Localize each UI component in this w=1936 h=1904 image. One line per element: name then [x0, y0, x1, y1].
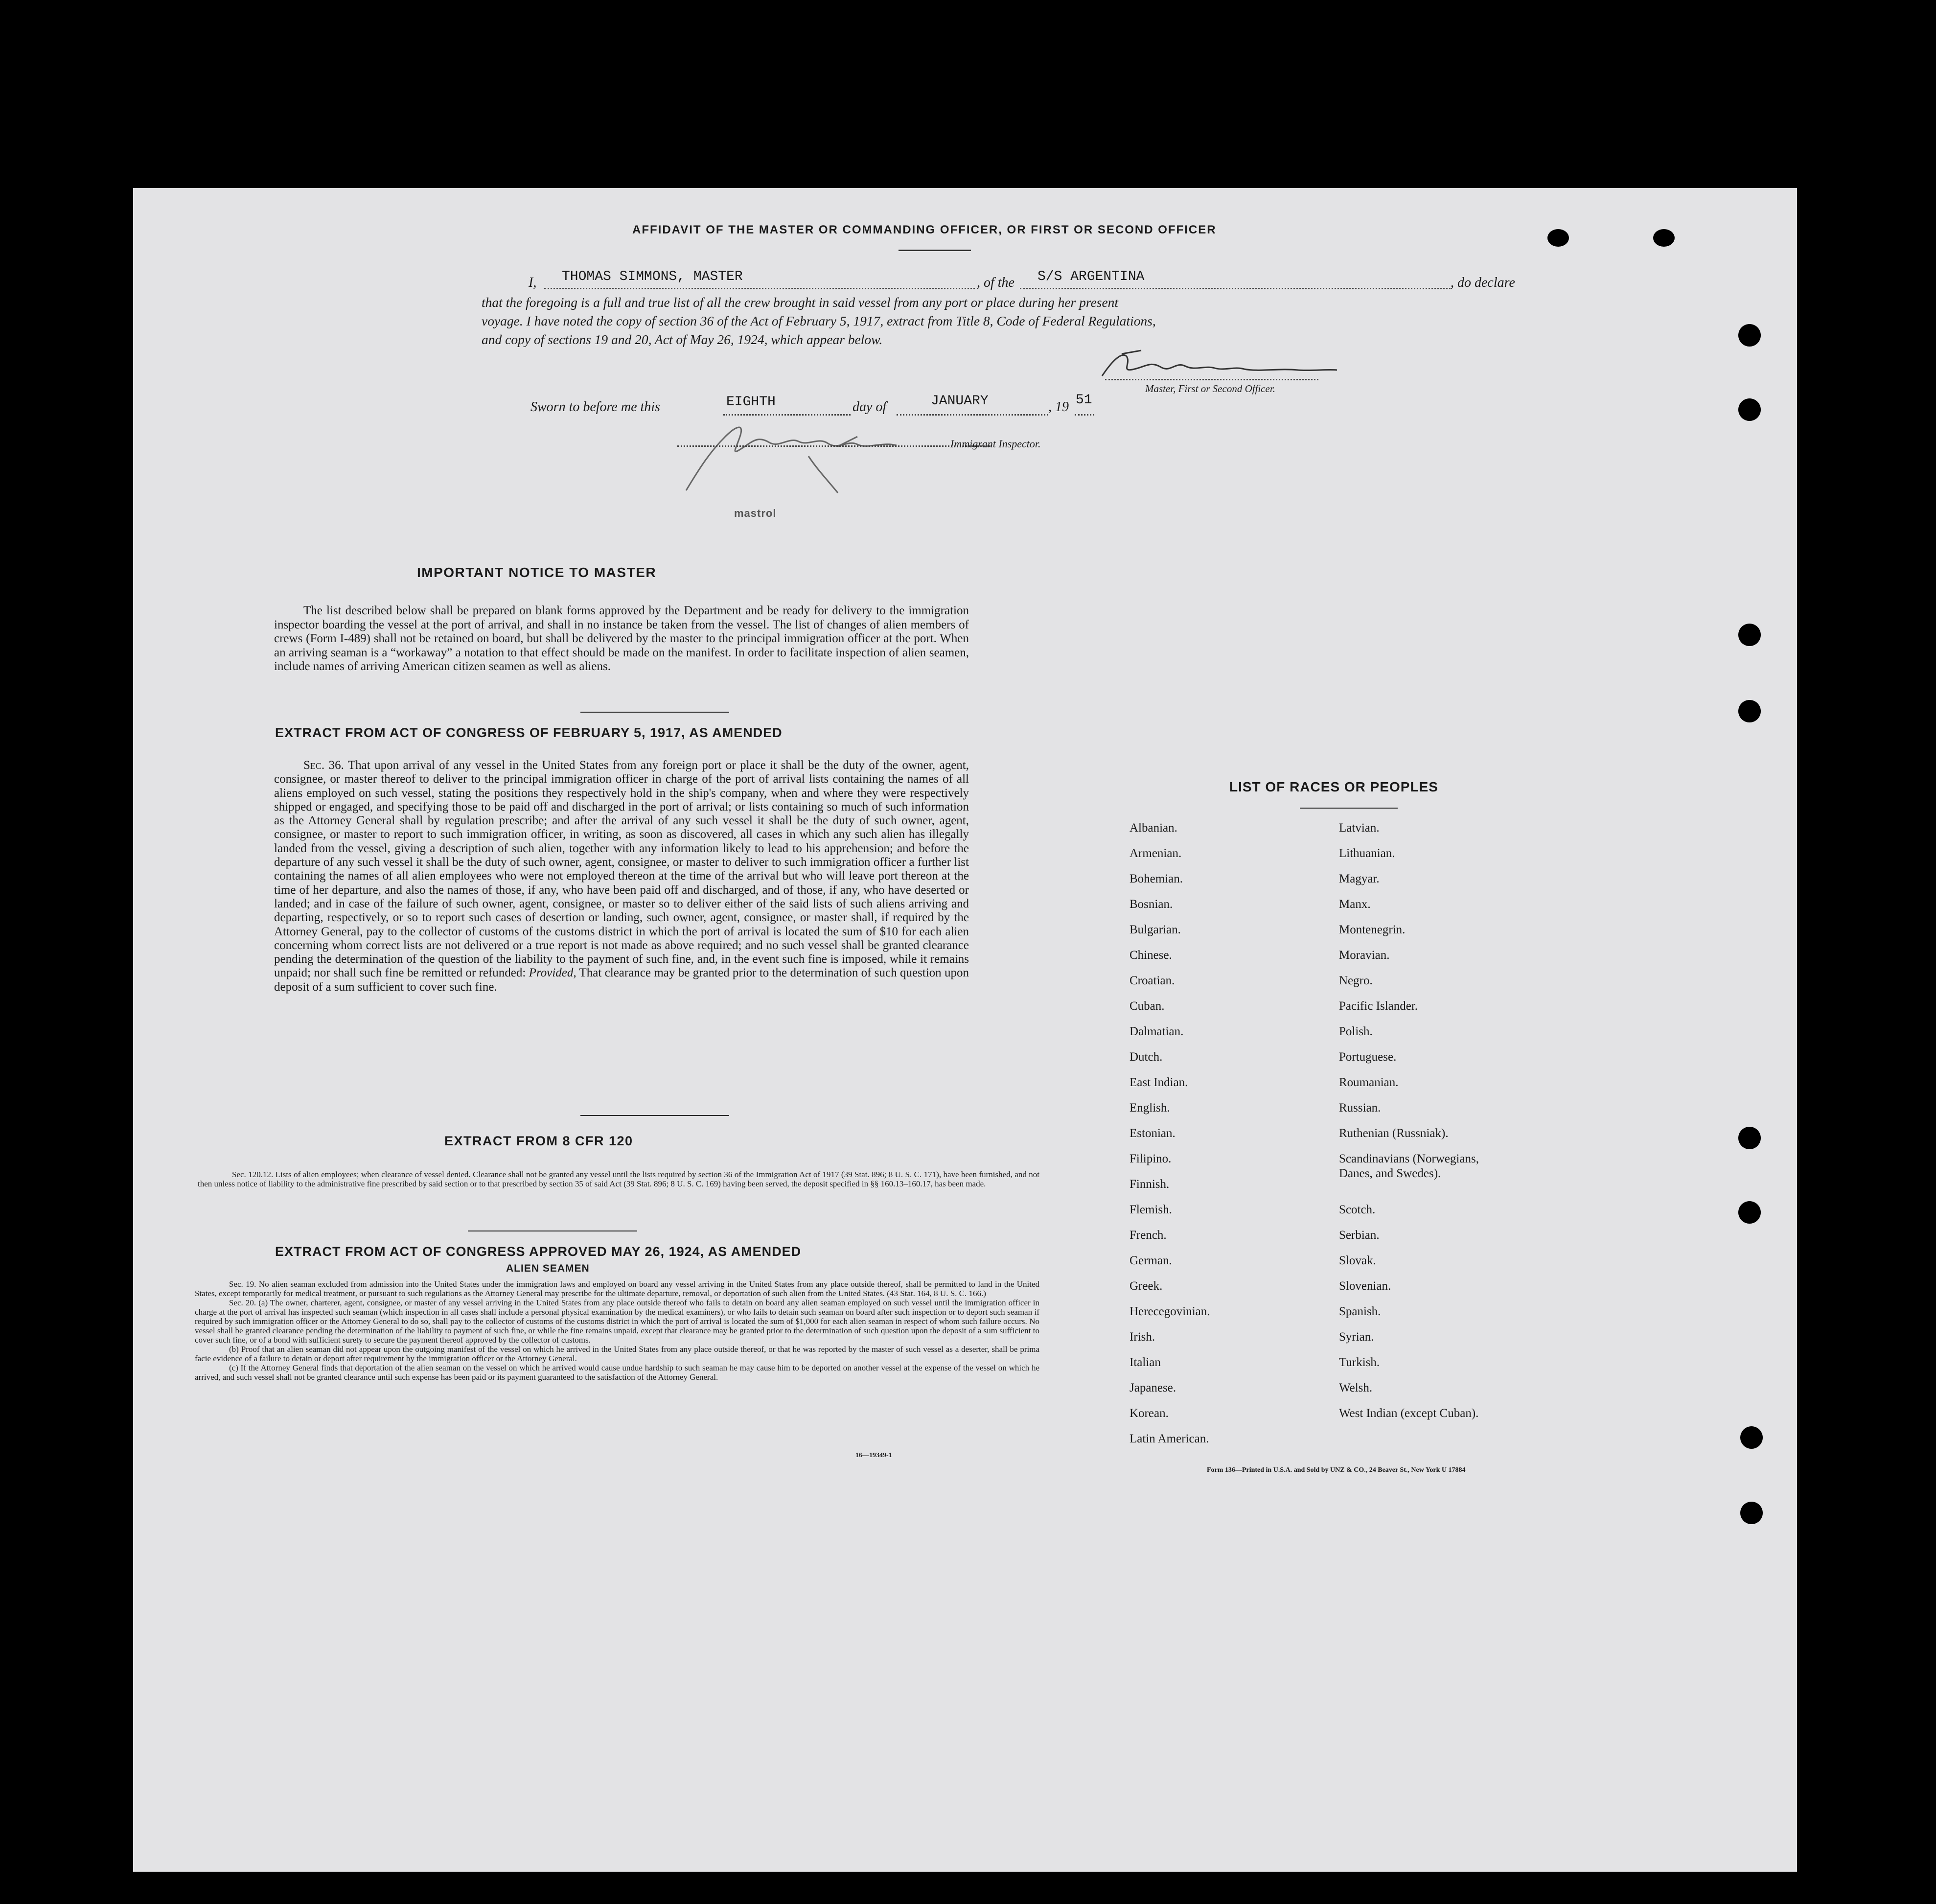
punch-hole	[1740, 1502, 1763, 1524]
year-prefix: , 19	[1048, 399, 1069, 415]
race-item: English.	[1129, 1101, 1170, 1115]
extract-1917-text	[274, 759, 969, 994]
year-line	[1075, 414, 1094, 416]
declaration-line-3: and copy of sections 19 and 20, Act of May 26, 1924, which appear below.	[482, 332, 883, 347]
race-item: Latin American.	[1129, 1432, 1209, 1445]
race-item: Scotch.	[1339, 1203, 1376, 1216]
stamp-mark: mastrol	[734, 507, 777, 519]
i-label: I,	[529, 275, 537, 290]
race-item: Serbian.	[1339, 1229, 1380, 1242]
sec-20b-text: (b) Proof that an alien seaman did not appear upon the outgoing manifest of the vessel on which he arrived in the United States from any place outside thereof, or that he was reported by the master of such vessel as a deserter, shall be prima facie evidence of a failure to detain or deport after requirement by the immigration officer or the Attorney General.	[195, 1345, 1039, 1363]
inspector-signature	[671, 407, 945, 500]
race-item: Magyar.	[1339, 872, 1380, 885]
race-item: Moravian.	[1339, 949, 1390, 962]
race-item: Latvian.	[1339, 821, 1380, 835]
heading-divider	[899, 250, 971, 251]
sec-36-label: Sec. 36.	[303, 759, 344, 772]
race-item: Manx.	[1339, 898, 1371, 911]
race-item: Ruthenian (Russniak).	[1339, 1127, 1449, 1140]
punch-hole	[1653, 229, 1675, 247]
extract-1917-divider	[580, 1115, 729, 1116]
race-item: Dalmatian.	[1129, 1025, 1184, 1038]
race-item: Herecegovinian.	[1129, 1305, 1210, 1318]
punch-hole	[1738, 398, 1761, 421]
race-item: Polish.	[1339, 1025, 1373, 1038]
race-item: German.	[1129, 1254, 1172, 1267]
form-code: 16—19349-1	[855, 1452, 892, 1459]
master-name-line	[544, 288, 975, 289]
race-item: Spanish.	[1339, 1305, 1381, 1318]
year-suffix-field[interactable]: 51	[1076, 393, 1092, 408]
extract-1924-body	[195, 1279, 1039, 1382]
race-item: Albanian.	[1129, 821, 1177, 835]
race-item: Irish.	[1129, 1330, 1155, 1344]
race-item: Chinese.	[1129, 949, 1172, 962]
race-item: Negro.	[1339, 974, 1373, 987]
vessel-name-line	[1020, 288, 1451, 289]
race-item: Montenegrin.	[1339, 923, 1406, 936]
affidavit-heading: AFFIDAVIT OF THE MASTER OR COMMANDING OFFICER, OR FIRST OR SECOND OFFICER	[632, 223, 1217, 236]
race-item: Italian	[1129, 1356, 1161, 1369]
extract-1924-heading: EXTRACT FROM ACT OF CONGRESS APPROVED MAY 26, 1924, AS AMENDED	[275, 1244, 802, 1259]
form-note: Form 136—Printed in U.S.A. and Sold by UNZ & CO., 24 Beaver St., New York U 17884	[1207, 1466, 1466, 1474]
race-item: East Indian.	[1129, 1076, 1188, 1089]
race-item: Filipino.	[1129, 1152, 1172, 1165]
race-item: Japanese.	[1129, 1381, 1176, 1394]
punch-hole	[1738, 1127, 1761, 1149]
race-item: Croatian.	[1129, 974, 1175, 987]
do-declare-label: , do declare	[1451, 275, 1515, 290]
race-item: Bulgarian.	[1129, 923, 1181, 936]
vessel-name-field[interactable]: S/S ARGENTINA	[1037, 269, 1145, 284]
master-signature-line	[1105, 379, 1318, 380]
master-caption: Master, First or Second Officer.	[1145, 383, 1275, 395]
race-item: Lithuanian.	[1339, 847, 1395, 860]
race-item: Pacific Islander.	[1339, 999, 1418, 1013]
notice-text: The list described below shall be prepared on blank forms approved by the Department and be ready for delivery to the immigration inspector boarding the vessel at the port of arrival, and shall in no instance be taken from the vessel. The list of changes of alien members of crews (Form I-489) shall not be retained on board, but shall be delivered by the master to the principal immigration officer at the port. When an arriving seaman is a “workaway” a notation to that effect should be made on the manifest. In order to facilitate inspection of alien seamen, include names of arriving American citizen seamen as well as aliens.	[274, 604, 969, 673]
alien-seamen-subheading: ALIEN SEAMEN	[506, 1263, 590, 1274]
sec-20a-text: Sec. 20. (a) The owner, charterer, agent, consignee, or master of any vessel arriving in the United States from any place outside thereof who fails to detain on board any alien seaman employed on such vessel until the immigration officer in charge at the port of arrival has inspected such seaman (which inspection in all cases shall include a personal physical examination by the medical examiners), or who fails to detain such seaman on board after such inspection or to deport such seaman if required by such immigration officer or the Attorney General to do so, shall pay to the collector of customs of the customs district in which the port of arrival is located the sum of $1,000 for each alien seaman in respect of whom such failure occurs. No vessel shall be granted clearance pending the determination of the liability to payment of such fine, or while the fine remains unpaid, except that clearance may be granted prior to the determination of such question upon the deposit of a sum sufficient to cover such fine, or of a bond with sufficient surety to secure the payment thereof approved by the collector of customs.	[195, 1298, 1039, 1345]
notice-heading: IMPORTANT NOTICE TO MASTER	[417, 565, 657, 580]
notice-divider	[580, 712, 729, 713]
race-item: Cuban.	[1129, 999, 1165, 1013]
race-item: Roumanian.	[1339, 1076, 1399, 1089]
inspector-caption: Immigrant Inspector.	[950, 438, 1041, 450]
provided-label: Provided,	[529, 966, 576, 980]
race-item: Scandinavians (Norwegians,	[1339, 1152, 1479, 1165]
race-item: Russian.	[1339, 1101, 1381, 1115]
sworn-day-field[interactable]: EIGHTH	[726, 395, 776, 410]
sec-36-text: That upon arrival of any vessel in the United States from any foreign port or place it shall be the duty of the owner, agent, consignee, or master thereof to deliver to the principal immigration officer in charge of the port of arrival lists containing the names of all aliens employed on such vessel, stating the positions they respectively hold in the ship's company, when and where they were respectively shipped or engaged, and specifying those to be paid off and discharged in the port of arrival; or lists containing so much of such information as the Attorney General shall by regulation prescribe; and after the arrival of any such vessel it shall be the duty of such owner, agent, consignee, or master to report to such immigration officer, in writing, as soon as discovered, all cases in which any such alien has illegally landed from the vessel, giving a description of such alien, together with any information likely to lead to his apprehension; and before the departure of any such vessel it shall be the duty of such owner, agent, consignee, or master to deliver to such immigration officer a further list containing the names of all alien employees who were not employed thereon at the time of the arrival but who will leave port thereon at the time of her departure, and also the names of those, if any, who have been paid off and discharged, and of those, if any, who have deserted or landed; and in case of the failure of such owner, agent, consignee, or master so to deliver either of the said lists of such aliens arriving and departing, respectively, or so to report such cases of desertion or landing, such owner, agent, consignee, or master shall, if required by the Attorney General, pay to the collector of customs of the customs district in which the port of arrival is located the sum of $10 for each alien concerning whom correct lists are not delivered or a true report is not made as above required; and no such vessel shall be granted clearance pending the determination of the question of the liability to the payment of such fine, and, in the event such fine is imposed, while it remains unpaid; nor shall such fine be remitted or refunded:	[274, 759, 969, 980]
day-of-label: day of	[853, 399, 887, 415]
sec-36-text-end: That clearance may be granted prior to the determination of such question upon deposit of a sum sufficient to cover such fine.	[274, 966, 969, 994]
sworn-prefix: Sworn to before me this	[530, 399, 660, 415]
race-item: West Indian (except Cuban).	[1339, 1407, 1479, 1420]
race-item: Finnish.	[1129, 1178, 1170, 1191]
cfr-heading: EXTRACT FROM 8 CFR 120	[444, 1134, 633, 1148]
race-item: Dutch.	[1129, 1050, 1163, 1064]
punch-hole	[1547, 229, 1569, 247]
of-the-label: , of the	[977, 275, 1014, 290]
races-heading: LIST OF RACES OR PEOPLES	[1229, 779, 1438, 794]
races-divider	[1300, 808, 1398, 809]
punch-hole	[1738, 324, 1761, 347]
punch-hole	[1738, 700, 1761, 722]
race-item: Korean.	[1129, 1407, 1169, 1420]
race-item: Slovenian.	[1339, 1279, 1391, 1293]
race-item: Bosnian.	[1129, 898, 1173, 911]
race-item: Welsh.	[1339, 1381, 1373, 1394]
race-item: Greek.	[1129, 1279, 1163, 1293]
race-item: Bohemian.	[1129, 872, 1183, 885]
sworn-month-field[interactable]: JANUARY	[931, 394, 989, 409]
cfr-text: Sec. 120.12. Lists of alien employees; when clearance of vessel denied. Clearance shall not be granted any vessel until the lists required by section 36 of the Immigration Act of 1917 (39 Stat. 896; 8 U. S. C. 171), have been furnished, and not then unless notice of liability to the administrative fine prescribed by said section or to that prescribed by section 35 of said Act (39 Stat. 896; 8 U. S. C. 169) having been served, the deposit specified in §§ 160.13–160.17, has been made.	[198, 1170, 1039, 1188]
sec-19-text: Sec. 19. No alien seaman excluded from admission into the United States under the immigration laws and employed on board any vessel arriving in the United States from any place outside thereof, shall be permitted to land in the United States, except temporarily for medical treatment, or pursuant to such regulations as the Attorney General may prescribe for the ultimate departure, removal, or deportation of such alien from the United States. (43 Stat. 164, 8 U. S. C. 166.)	[195, 1279, 1039, 1298]
race-item: Turkish.	[1339, 1356, 1380, 1369]
race-item: Flemish.	[1129, 1203, 1172, 1216]
race-item: French.	[1129, 1229, 1167, 1242]
race-item: Armenian.	[1129, 847, 1182, 860]
master-name-field[interactable]: THOMAS SIMMONS, MASTER	[562, 269, 743, 284]
sec-20c-text: (c) If the Attorney General finds that deportation of the alien seaman on the vessel on which he arrived would cause undue hardship to such seaman he may cause him to be deported on another vessel at the expense of the vessel on which he arrived, and such vessel shall not be granted clearance until such expense has been paid or its payment guaranteed to the satisfaction of the Attorney General.	[195, 1363, 1039, 1382]
race-item: Estonian.	[1129, 1127, 1175, 1140]
declaration-line-2: voyage. I have noted the copy of section 36 of the Act of February 5, 1917, extract from Title 8, Code of Federal Regulations,	[482, 313, 1156, 328]
inspector-signature-line	[677, 445, 991, 447]
extract-1917-heading: EXTRACT FROM ACT OF CONGRESS OF FEBRUARY 5, 1917, AS AMENDED	[275, 725, 783, 740]
punch-hole	[1738, 624, 1761, 646]
race-item: Danes, and Swedes).	[1339, 1167, 1441, 1180]
race-item: Slovak.	[1339, 1254, 1376, 1267]
form-page	[133, 188, 1797, 1872]
race-item: Syrian.	[1339, 1330, 1374, 1344]
race-item: Portuguese.	[1339, 1050, 1397, 1064]
punch-hole	[1738, 1201, 1761, 1224]
punch-hole	[1740, 1426, 1763, 1449]
declaration-line-1: that the foregoing is a full and true list of all the crew brought in said vessel from any port or place during her present	[482, 295, 1119, 310]
